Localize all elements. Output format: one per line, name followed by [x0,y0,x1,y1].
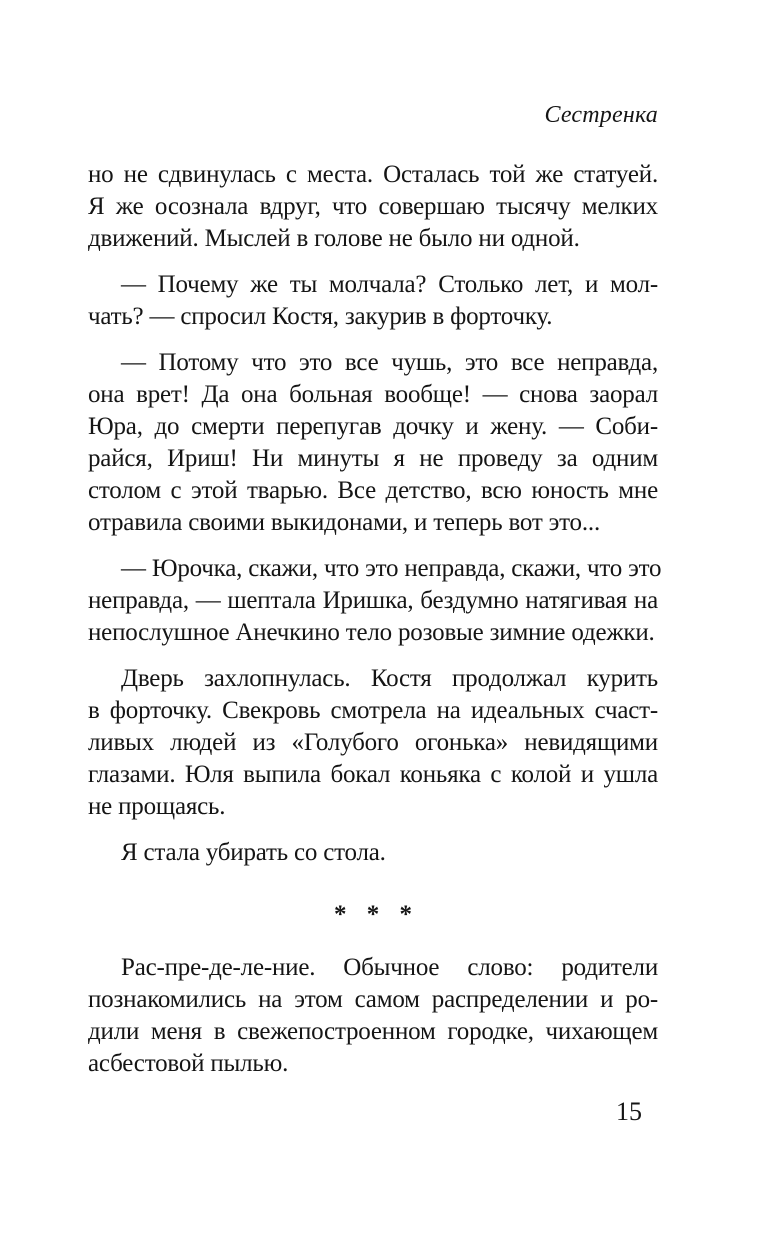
text-line: отравила своими выкидонами, и теперь вот это... [88,509,601,536]
text-line: движений. Мыслей в голове не было ни одной. [88,225,580,252]
running-head: Сестренка [544,102,658,128]
text-line: Рас-пре-де-ле-ние. Обычное слово: родители [121,954,658,981]
text-line: райся, Ириш! Ни минуты я не проведу за одним [88,445,658,472]
paragraph [88,347,658,539]
text-line: Юра, до смерти перепугав дочку и жену. — Соби- [88,413,658,440]
text-line: не прощаясь. [88,793,226,820]
paragraph [88,269,658,333]
text-line: дили меня в свежепостроенном городке, чихающем [88,1018,658,1045]
text-line: ливых людей из «Голубого огонька» невидящими [88,729,658,756]
text-line: но не сдвинулась с места. Осталась той же статуей. [88,161,658,188]
text-body [88,159,662,1080]
paragraph [88,837,658,869]
text-line: познакомились на этом самом распределении и ро- [88,986,658,1013]
paragraph [88,159,658,255]
paragraph [88,663,658,823]
text-line: чать? — спросил Костя, закурив в форточку. [88,303,553,330]
text-line: она врет! Да она больная вообще! — снова заорал [88,381,658,408]
section-separator: * * * [334,901,412,928]
text-line: Дверь захлопнулась. Костя продолжал курить [121,665,658,692]
text-line: — Почему же ты молчала? Столько лет, и мол- [121,271,658,298]
text-line: неправда, — шептала Иришка, бездумно натягивая на [88,587,658,614]
paragraph [88,553,662,649]
text-line: — Потому что это все чушь, это все неправда, [121,349,658,376]
text-line: Я стала убирать со стола. [121,839,386,866]
paragraph [88,952,658,1080]
text-line: непослушное Анечкино тело розовые зимние одежки. [88,619,655,646]
page-number: 15 [616,1097,642,1126]
text-line: — Юрочка, скажи, что это неправда, скажи, что это [121,555,662,582]
text-line: Я же осознала вдруг, что совершаю тысячу мелких [88,193,658,220]
text-line: глазами. Юля выпила бокал коньяка с колой и ушла [88,761,658,788]
text-line: асбестовой пылью. [88,1050,289,1077]
text-line: столом с этой тварью. Все детство, всю юность мне [88,477,658,504]
text-line: в форточку. Свекровь смотрела на идеальных счаст- [88,697,658,724]
